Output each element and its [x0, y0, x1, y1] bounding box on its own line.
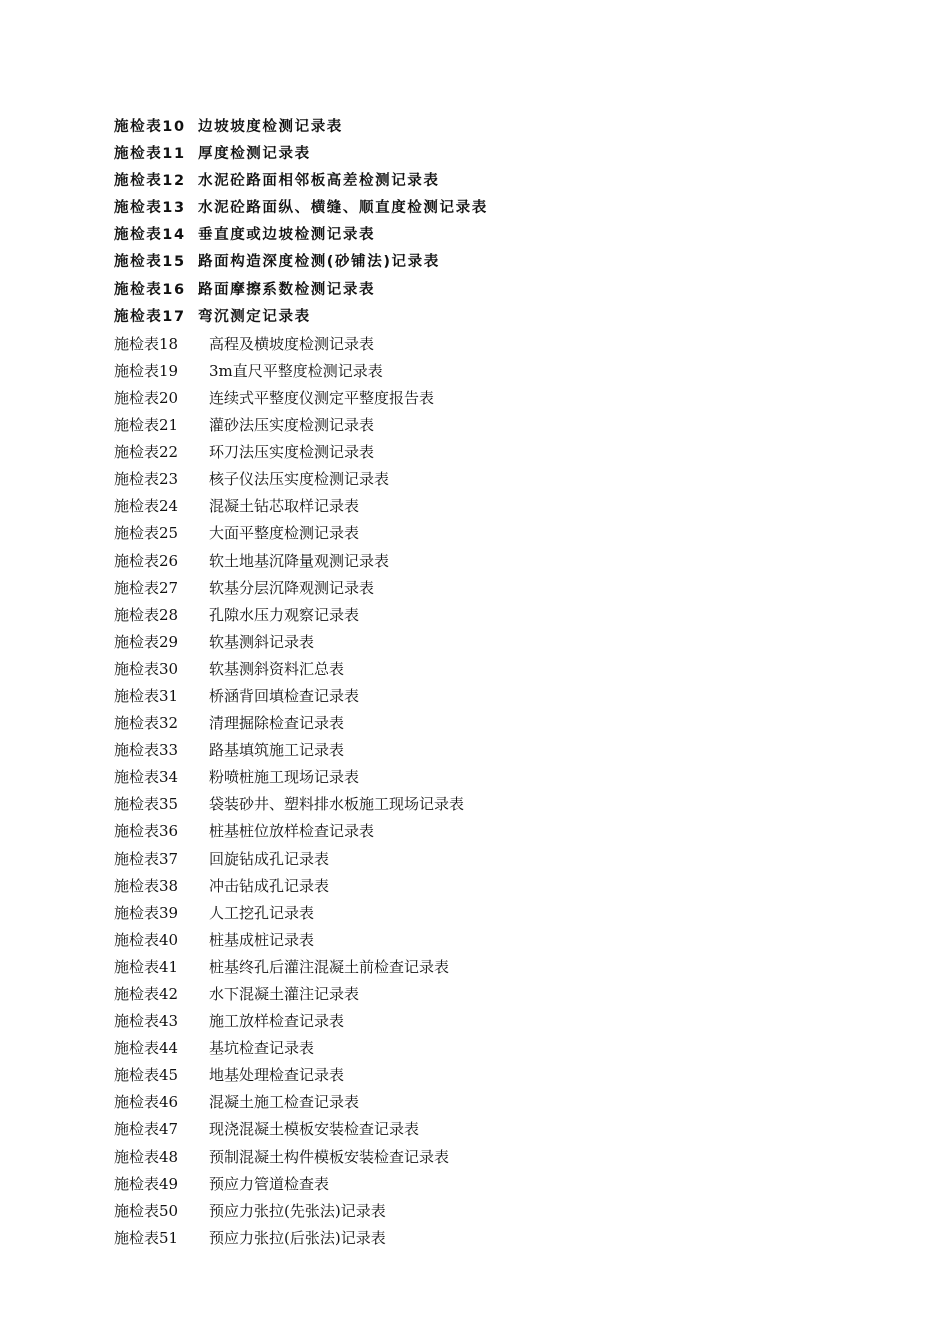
form-title: 桩基成桩记录表: [209, 930, 315, 949]
form-title: 路面构造深度检测(砂铺法)记录表: [198, 254, 440, 271]
form-code: 施检表32: [114, 714, 179, 733]
form-code: 施检表40: [114, 930, 179, 949]
form-title: 水泥砼路面相邻板高差检测记录表: [198, 173, 440, 190]
list-item: [114, 141, 894, 168]
form-title: 垂直度或边坡检测记录表: [198, 227, 376, 244]
form-code: 施检表50: [114, 1201, 179, 1220]
form-code: 施检表13: [114, 200, 186, 217]
form-title: 3m直尺平整度检测记录表: [209, 361, 383, 380]
list-item: [114, 791, 894, 818]
form-index-list: [114, 114, 894, 1252]
form-code: 施检表28: [114, 605, 179, 624]
form-title: 厚度检测记录表: [198, 146, 311, 163]
form-title: 水泥砼路面纵、横缝、顺直度检测记录表: [198, 200, 488, 217]
form-code: 施检表46: [114, 1093, 179, 1112]
form-title: 桩基终孔后灌注混凝土前检查记录表: [209, 957, 450, 976]
form-title: 孔隙水压力观察记录表: [209, 605, 360, 624]
form-code: 施检表10: [114, 119, 186, 135]
list-item: [114, 249, 894, 276]
form-code: 施检表12: [114, 173, 186, 190]
form-code: 施检表22: [114, 443, 179, 462]
list-item: [114, 873, 894, 900]
form-code: 施检表42: [114, 985, 179, 1003]
form-code: 施检表33: [114, 741, 179, 760]
form-code: 施检表11: [114, 146, 186, 163]
form-code: 施检表20: [114, 388, 179, 407]
form-code: 施检表27: [114, 578, 179, 597]
list-item: [114, 195, 894, 222]
form-code: 施检表21: [114, 416, 179, 435]
list-item: [114, 331, 894, 358]
list-item: [114, 114, 894, 141]
list-item: [114, 1116, 894, 1143]
list-item: [114, 304, 894, 331]
list-item: [114, 900, 894, 927]
list-item: [114, 1035, 894, 1062]
form-code: 施检表34: [114, 768, 179, 787]
form-code: 施检表39: [114, 903, 179, 922]
list-item: [114, 466, 894, 493]
form-code: 施检表35: [114, 795, 179, 814]
list-item: [114, 385, 894, 412]
form-code: 施检表30: [114, 659, 179, 678]
form-code: 施检表15: [114, 254, 186, 271]
list-item: [114, 981, 894, 1008]
form-code: 施检表36: [114, 822, 179, 841]
form-title: 地基处理检查记录表: [209, 1066, 345, 1085]
form-code: 施检表45: [114, 1066, 179, 1085]
form-title: 弯沉测定记录表: [198, 308, 311, 325]
form-title: 路面摩擦系数检测记录表: [198, 281, 376, 298]
form-code: 施检表48: [114, 1147, 179, 1166]
form-code: 施检表29: [114, 632, 179, 651]
list-item: [114, 954, 894, 981]
list-item: [114, 412, 894, 439]
form-code: 施检表18: [114, 334, 179, 353]
list-item: [114, 818, 894, 845]
form-title: 粉喷桩施工现场记录表: [209, 768, 360, 787]
list-item: [114, 683, 894, 710]
form-title: 施工放样检查记录表: [209, 1012, 345, 1031]
list-item: [114, 1062, 894, 1089]
form-title: 预应力张拉(后张法)记录表: [209, 1228, 386, 1247]
form-title: 预应力管道检查表: [209, 1174, 330, 1193]
form-code: 施检表41: [114, 957, 179, 976]
form-code: 施检表14: [114, 227, 186, 244]
list-item: [114, 222, 894, 249]
list-item: [114, 1008, 894, 1035]
form-code: 施检表37: [114, 849, 179, 868]
form-title: 预制混凝土构件模板安装检查记录表: [209, 1147, 450, 1166]
list-item: [114, 493, 894, 520]
form-code: 施检表44: [114, 1039, 179, 1058]
form-title: 软土地基沉降量观测记录表: [209, 551, 390, 570]
list-item: [114, 737, 894, 764]
list-item: [114, 1225, 894, 1252]
list-item: [114, 520, 894, 547]
form-code: 施检表47: [114, 1120, 179, 1139]
form-code: 施检表38: [114, 876, 179, 895]
list-item: [114, 1171, 894, 1198]
form-title: 灌砂法压实度检测记录表: [209, 416, 375, 435]
form-title: 桥涵背回填检查记录表: [209, 686, 360, 705]
form-code: 施检表25: [114, 524, 179, 543]
form-title: 袋装砂井、塑料排水板施工现场记录表: [209, 795, 465, 814]
form-title: 清理掘除检查记录表: [209, 714, 345, 733]
form-title: 软基测斜资料汇总表: [209, 659, 345, 678]
list-item: [114, 575, 894, 602]
form-code: 施检表26: [114, 551, 179, 570]
form-code: 施检表17: [114, 308, 186, 325]
list-item: [114, 1089, 894, 1116]
list-item: [114, 927, 894, 954]
form-title: 混凝土钻芯取样记录表: [209, 497, 360, 516]
list-item: [114, 277, 894, 304]
form-title: 大面平整度检测记录表: [209, 524, 360, 543]
form-title: 环刀法压实度检测记录表: [209, 443, 375, 462]
form-title: 高程及横坡度检测记录表: [209, 334, 375, 353]
list-item: [114, 710, 894, 737]
form-code: 施检表16: [114, 281, 186, 298]
form-title: 软基测斜记录表: [209, 632, 315, 651]
list-item: [114, 168, 894, 195]
list-item: [114, 602, 894, 629]
form-code: 施检表19: [114, 361, 179, 380]
list-item: [114, 548, 894, 575]
form-code: 施检表31: [114, 686, 179, 705]
list-item: [114, 1144, 894, 1171]
form-title: 人工挖孔记录表: [209, 903, 315, 922]
form-title: 核子仪法压实度检测记录表: [209, 470, 390, 489]
list-item: [114, 1198, 894, 1225]
form-title: 回旋钻成孔记录表: [209, 849, 330, 868]
form-title: 桩基桩位放样检查记录表: [209, 822, 375, 841]
form-code: 施检表49: [114, 1174, 179, 1193]
form-code: 施检表23: [114, 470, 179, 489]
form-code: 施检表43: [114, 1012, 179, 1031]
form-title: 软基分层沉降观测记录表: [209, 578, 375, 597]
list-item: [114, 846, 894, 873]
form-code: 施检表24: [114, 497, 179, 516]
form-title: 连续式平整度仪测定平整度报告表: [209, 388, 435, 407]
form-title: 边坡坡度检测记录表: [198, 119, 343, 135]
form-title: 冲击钻成孔记录表: [209, 876, 330, 895]
list-item: [114, 629, 894, 656]
list-item: [114, 764, 894, 791]
form-code: 施检表51: [114, 1228, 179, 1247]
list-item: [114, 439, 894, 466]
list-item: [114, 656, 894, 683]
form-title: 路基填筑施工记录表: [209, 741, 345, 760]
list-item: [114, 358, 894, 385]
form-title: 水下混凝土灌注记录表: [209, 985, 360, 1003]
form-title: 混凝土施工检查记录表: [209, 1093, 360, 1112]
form-title: 现浇混凝土模板安装检查记录表: [209, 1120, 420, 1139]
form-title: 基坑检查记录表: [209, 1039, 315, 1058]
form-title: 预应力张拉(先张法)记录表: [209, 1201, 386, 1220]
